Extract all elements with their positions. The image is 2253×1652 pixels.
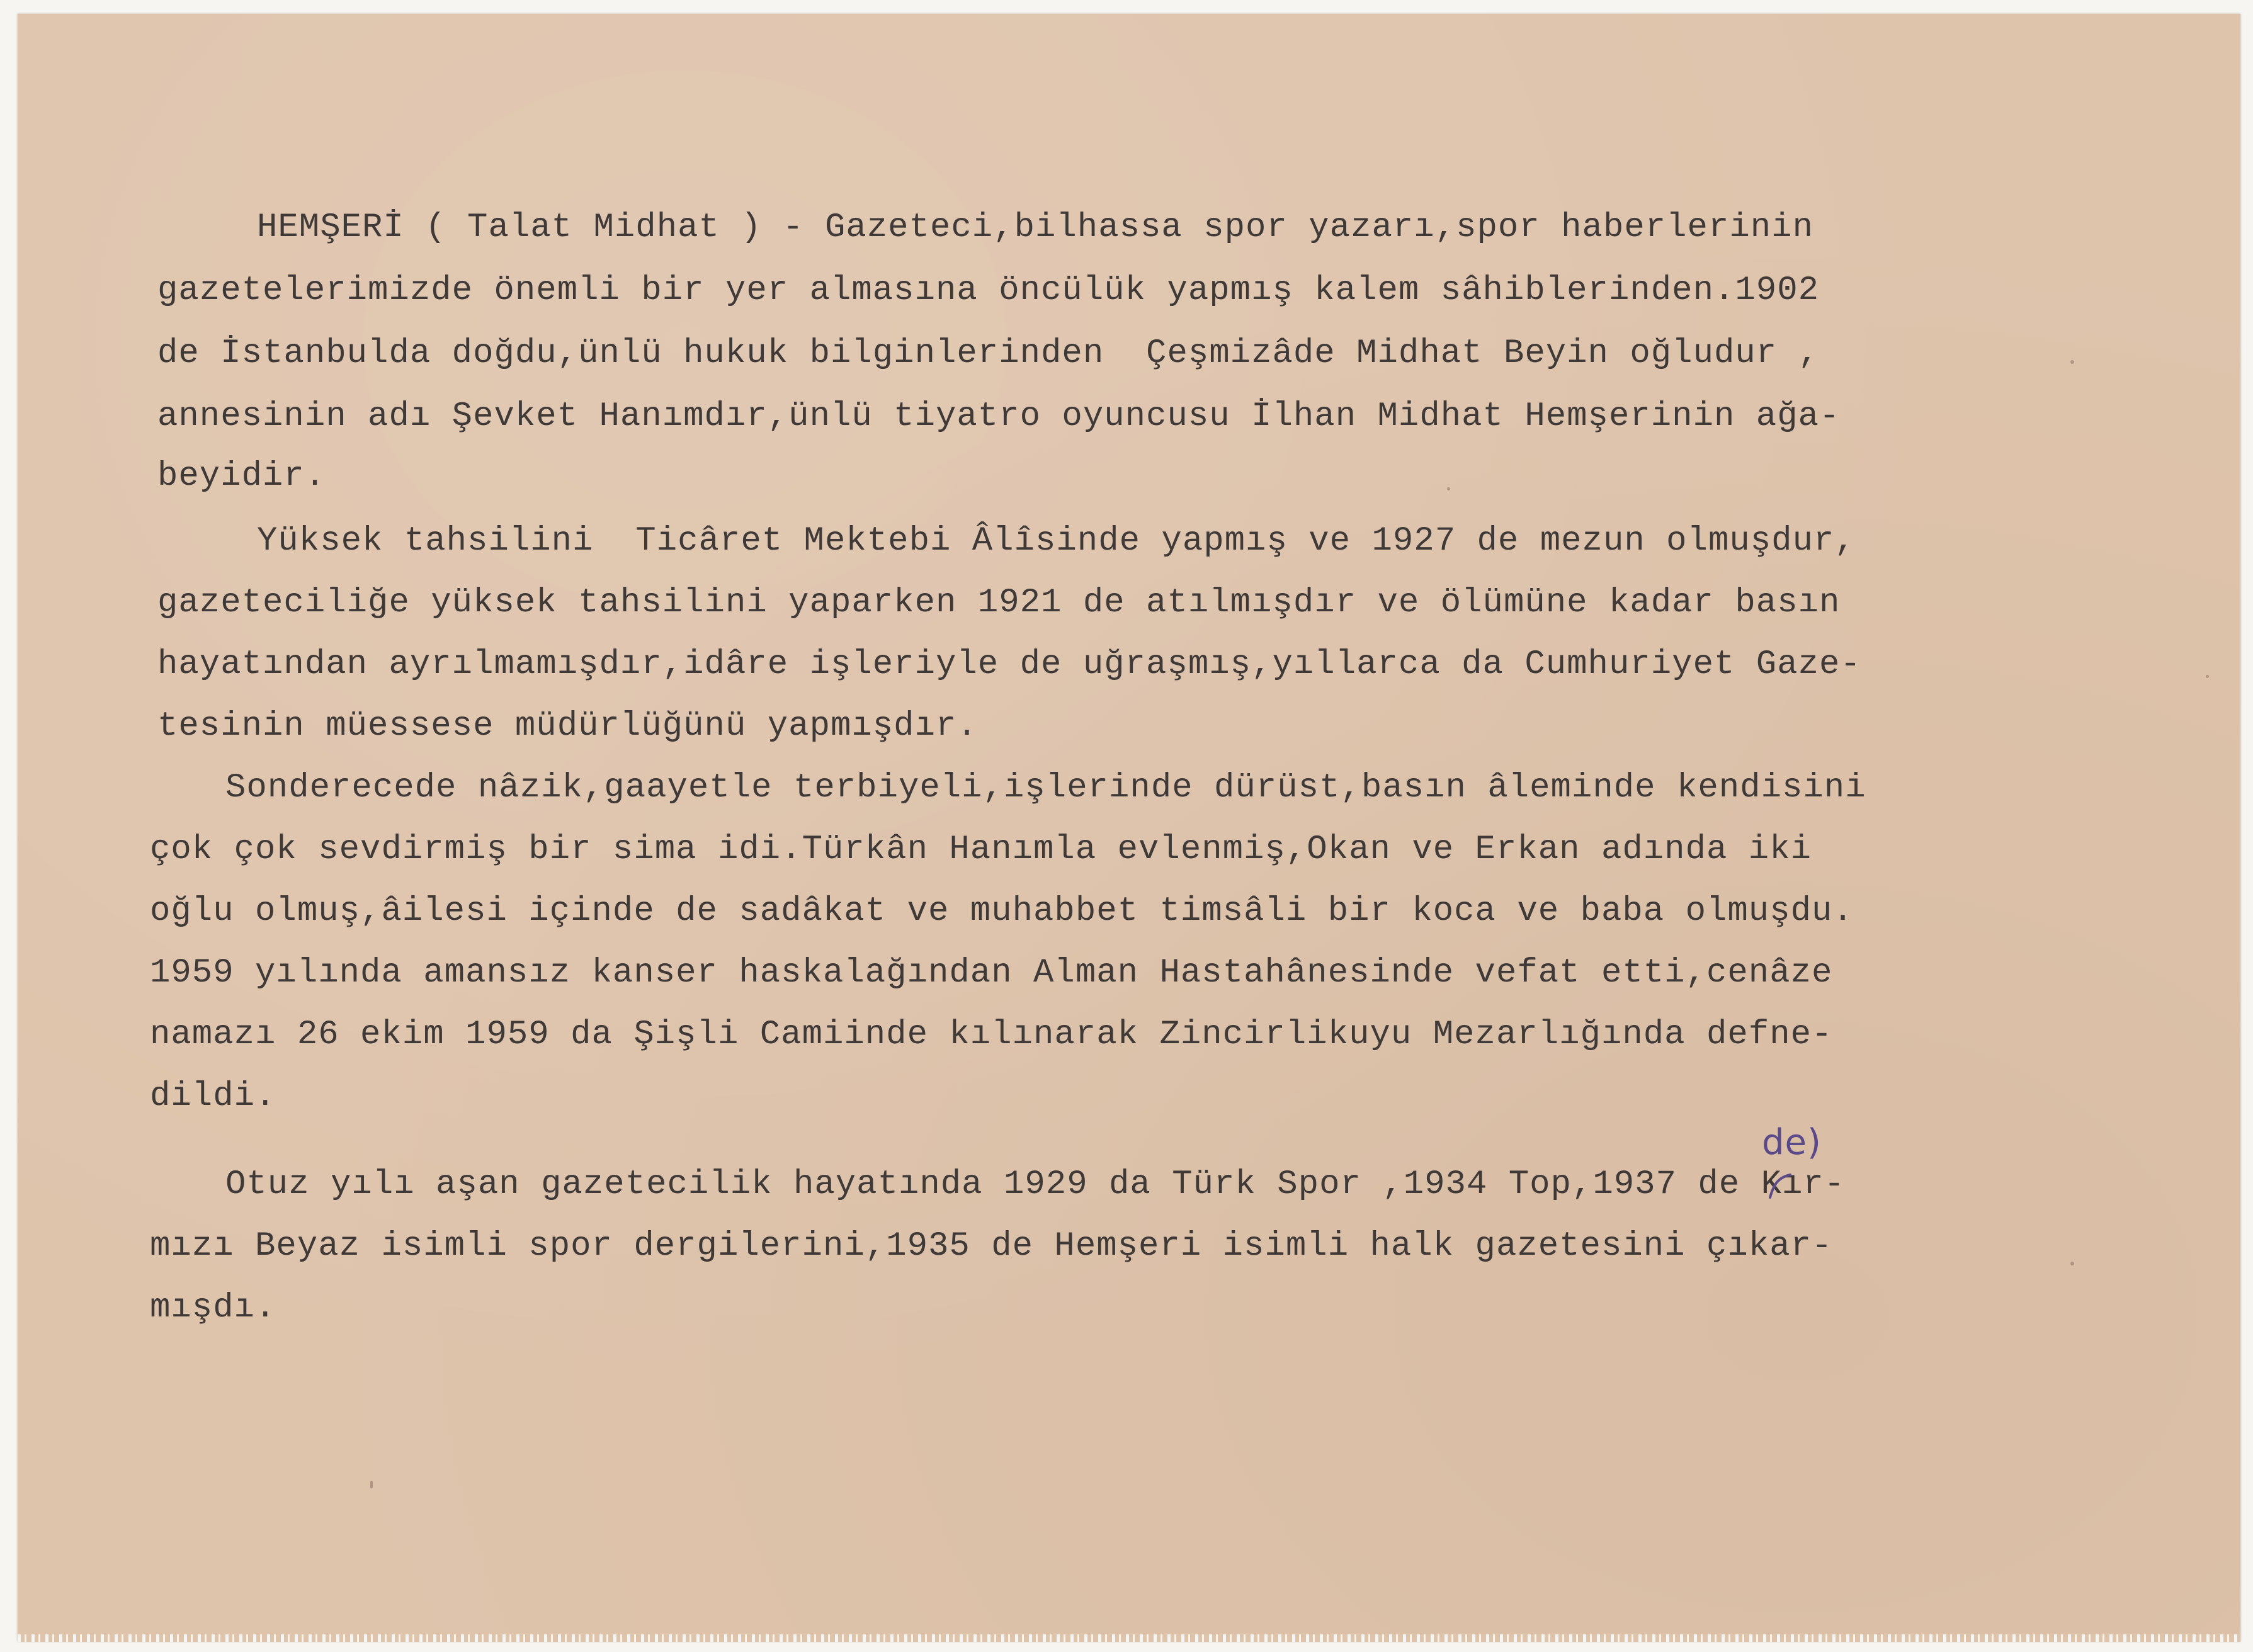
text-line: namazı 26 ekim 1959 da Şişli Camiinde kılınarak Zincirlikuyu Mezarlığında defne-	[150, 1016, 1833, 1054]
paper-speck	[2070, 360, 2074, 364]
text-line: beyidir.	[157, 457, 326, 495]
text-line: mızı Beyaz isimli spor dergilerini,1935 de Hemşeri isimli halk gazetesini çıkar-	[150, 1227, 1833, 1265]
text-line: dildi.	[150, 1077, 276, 1116]
text-line: mışdı.	[150, 1289, 276, 1327]
text-line: HEMŞERİ ( Talat Midhat ) - Gazeteci,bilhassa spor yazarı,spor haberlerinin	[257, 208, 1813, 247]
text-line: de İstanbulda doğdu,ünlü hukuk bilginlerinden Çeşmizâde Midhat Beyin oğludur ,	[157, 334, 1820, 373]
text-line: Otuz yılı aşan gazetecilik hayatında 1929 da Türk Spor ,1934 Top,1937 de Kır-	[225, 1165, 1846, 1204]
text-line: çok çok sevdirmiş bir sima idi.Türkân Hanımla evlenmiş,Okan ve Erkan adında iki	[150, 830, 1812, 869]
handwritten-insertion: de)	[1762, 1122, 1822, 1163]
paper-speck	[1447, 487, 1450, 490]
torn-paper-edge	[18, 1634, 2240, 1642]
text-line: tesinin müessese müdürlüğünü yapmışdır.	[157, 707, 978, 745]
text-line: Sonderecede nâzik,gaayetle terbiyeli,işlerinde dürüst,basın âleminde kendisini	[225, 769, 1866, 807]
insertion-caret-mark	[1765, 1158, 1815, 1202]
text-line: hayatından ayrılmamışdır,idâre işleriyle de uğraşmış,yıllarca da Cumhuriyet Gaze-	[157, 645, 1861, 684]
text-line: gazeteciliğe yüksek tahsilini yaparken 1921 de atılmışdır ve ölümüne kadar basın	[157, 584, 1841, 622]
text-line: Yüksek tahsilini Ticâret Mektebi Âlîsinde yapmış ve 1927 de mezun olmuşdur,	[257, 522, 1856, 560]
text-line: gazetelerimizde önemli bir yer almasına öncülük yapmış kalem sâhiblerinden.1902	[157, 271, 1820, 310]
paper-speck	[2070, 1262, 2074, 1265]
text-line: 1959 yılında amansız kanser haskalağından Alman Hastahânesinde vefat etti,cenâze	[150, 954, 1833, 992]
paper-speck	[2206, 675, 2209, 678]
typewritten-text	[18, 14, 2240, 1641]
paper-speck	[370, 1481, 373, 1488]
typewritten-index-card	[18, 14, 2240, 1641]
text-line: oğlu olmuş,âilesi içinde de sadâkat ve muhabbet timsâli bir koca ve baba olmuşdu.	[150, 892, 1854, 931]
text-line: annesinin adı Şevket Hanımdır,ünlü tiyatro oyuncusu İlhan Midhat Hemşerinin ağa-	[157, 397, 1841, 436]
